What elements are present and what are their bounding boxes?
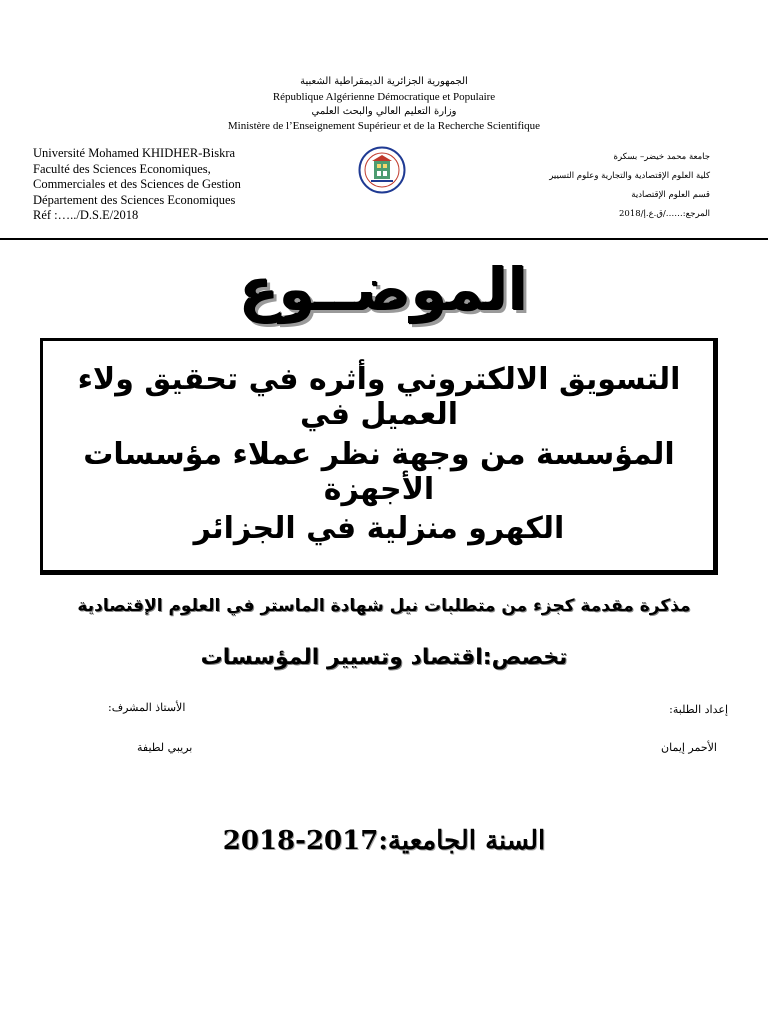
faculty-name-ar: كلية العلوم الإقتصادية والتجارية وعلوم التسيير (549, 171, 710, 181)
faculty-name-fr: Faculté des Sciences Economiques, (33, 161, 211, 176)
ministry-french: Ministère de l’Enseignement Supérieur et de la Recherche Scientifique (227, 120, 541, 132)
faculty-name-fr-cont: Commerciales et des Sciences de Gestion (33, 177, 241, 191)
university-name-fr: Université Mohamed KHIDHER-Biskra (33, 146, 236, 160)
header-divider (0, 238, 768, 240)
university-name-ar: جامعة محمد خيضر– بسكرة (613, 152, 710, 162)
republic-french: République Algérienne Démocratique et Populaire (272, 91, 496, 103)
university-seal-icon (358, 146, 406, 194)
department-name-fr: Département des Sciences Economiques (33, 192, 236, 207)
memoir-statement: مذكرة مقدمة كجزء من متطلبات نيل شهادة الماستر في العلوم الإقتصادية (77, 596, 691, 616)
institution-french-block (33, 146, 241, 224)
university-logo (358, 146, 406, 194)
supervisor-name: بريبي لطيفة (137, 741, 193, 754)
reference-ar: المرجع:……/ق.ع.إ/2018 (619, 209, 710, 219)
specialization: تخصص:اقتصاد وتسيير المؤسسات (200, 645, 568, 670)
student-name: الأحمر إيمان (661, 741, 717, 754)
thesis-title-line-1: التسويق الالكتروني وأثره في تحقيق ولاء العميل في (77, 362, 681, 432)
ministry-arabic: وزارة التعليم العالي والبحث العلمي (311, 106, 457, 117)
supervisor-label: الأستاذ المشرف: (108, 701, 186, 714)
subject-heading: الموضــوع (239, 256, 529, 324)
prepared-by-label: إعداد الطلبة: (669, 703, 728, 716)
republic-arabic: الجمهورية الجزائرية الديمقراطية الشعبية (300, 76, 468, 87)
thesis-title-line-2: المؤسسة من وجهة نظر عملاء مؤسسات الأجهزة (83, 437, 675, 507)
reference-fr: Réf :…../D.S.E/2018 (33, 208, 139, 222)
institution-arabic-block (549, 148, 710, 224)
thesis-title-line-3: الكهرو منزلية في الجزائر (193, 511, 565, 546)
academic-year: السنة الجامعية:2017-2018 (222, 826, 546, 856)
department-name-ar: قسم العلوم الإقتصادية (631, 190, 710, 200)
